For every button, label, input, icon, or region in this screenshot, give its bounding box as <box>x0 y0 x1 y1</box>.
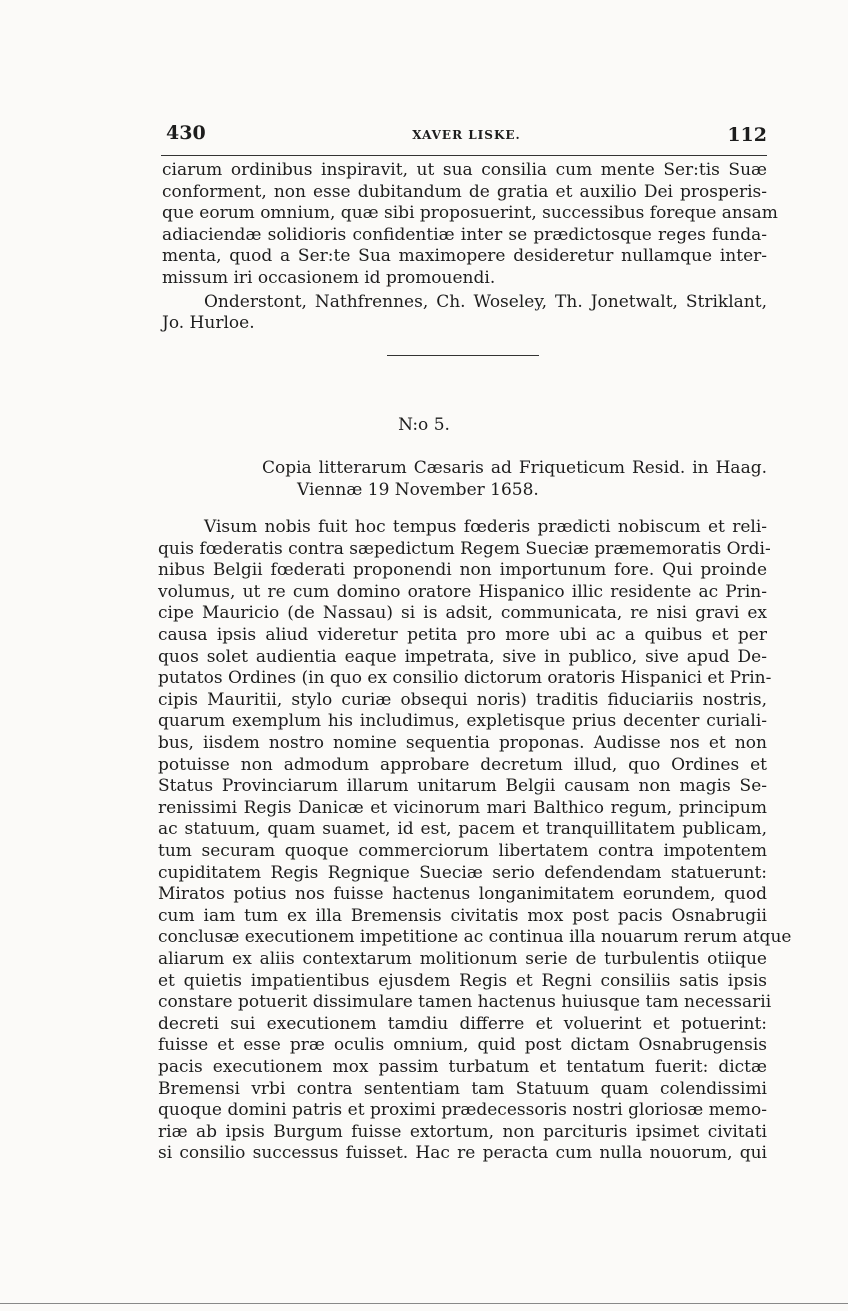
running-title: XAVER LISKE. <box>412 128 521 142</box>
section-separator <box>387 355 539 356</box>
text-line: potuisse non admodum approbare decretum illud, quo Ordines et <box>158 754 767 775</box>
text-line: si consilio successus fuisset. Hac re peracta cum nulla nouorum, qui <box>158 1143 767 1164</box>
text-line: pacis executionem mox passim turbatum et tentatum fuerit: dictæ <box>158 1057 767 1077</box>
text-line: putatos Ordines (in quo ex consilio dictorum oratoris Hispanici et Prin- <box>158 668 772 689</box>
text-line: Visum nobis fuit hoc tempus fœderis prædicti nobiscum et reli- <box>204 517 767 537</box>
text-line: Jo. Hurloe. <box>162 313 255 333</box>
text-line: quoque domini patris et proximi prædecessoris nostri gloriosæ memo- <box>158 1100 767 1121</box>
text-line: tum securam quoque commerciorum libertatem contra impotentem <box>158 841 767 861</box>
text-line: renissimi Regis Danicæ et vicinorum mari Balthico regum, principum <box>158 797 767 818</box>
page-number: 430 <box>166 122 206 144</box>
text-line: Miratos potius nos fuisse hactenus longanimitatem eorundem, quod <box>158 884 767 905</box>
text-line: quos solet audientia eaque impetrata, sive in publico, sive apud De- <box>158 646 767 667</box>
text-line: missum iri occasionem id promouendi. <box>162 268 496 288</box>
text-line: cum iam tum ex illa Bremensis civitatis mox post pacis Osnabrugii <box>158 905 767 926</box>
text-line: fuisse et esse præ oculis omnium, quid post dictam Osnabrugensis <box>158 1035 767 1056</box>
text-line: ac statuum, quam suamet, id est, pacem et tranquillitatem publicam, <box>158 819 767 840</box>
text-line: Status Provinciarum illarum unitarum Belgii causam non magis Se- <box>158 776 767 797</box>
folio-number: 112 <box>727 124 767 146</box>
document-number: N:o 5. <box>398 415 450 435</box>
page-edge-rule <box>0 1303 848 1304</box>
text-line: conclusæ executionem impetitione ac continua illa nouarum rerum atque <box>158 927 792 948</box>
text-line: cipe Mauricio (de Nassau) si is adsit, communicata, re nisi gravi ex <box>158 603 767 624</box>
text-line: constare potuerit dissimulare tamen hactenus huiusque tam necessarii <box>158 992 772 1013</box>
text-line: et quietis impatientibus ejusdem Regis et Regni consiliis satis ipsis <box>158 970 767 991</box>
text-line: Bremensi vrbi contra sententiam tam Statuum quam colendissimi <box>158 1078 767 1099</box>
text-line: adiaciendæ solidioris confidentiæ inter se prædictosque reges funda- <box>162 224 767 245</box>
text-line: riæ ab ipsis Burgum fuisse extortum, non parcituris ipsimet civitati <box>158 1121 767 1142</box>
text-line: Onderstont, Nathfrennes, Ch. Woseley, Th. Jonetwalt, Striklant, <box>204 292 767 312</box>
text-line: causa ipsis aliud videretur petita pro more ubi ac a quibus et per <box>158 625 767 645</box>
page-header <box>166 122 767 152</box>
text-line: Viennæ 19 November 1658. <box>297 480 539 500</box>
text-line: nibus Belgii fœderati proponendi non importunum fore. Qui proinde <box>158 560 767 581</box>
text-line: Copia litterarum Cæsaris ad Friqueticum Resid. in Haag. <box>262 458 767 478</box>
text-line: cupiditatem Regis Regnique Sueciæ serio defendendam statuerunt: <box>158 862 767 883</box>
text-line: volumus, ut re cum domino oratore Hispanico illic residente ac Prin- <box>158 581 767 602</box>
text-line: cipis Mauritii, stylo curiæ obsequi noris) traditis fiduciariis nostris, <box>158 689 767 710</box>
text-line: aliarum ex aliis contextarum molitionum serie de turbulentis otiique <box>158 949 767 969</box>
text-line: conforment, non esse dubitandum de gratia et auxilio Dei prosperis- <box>162 181 767 202</box>
text-line: decreti sui executionem tamdiu differre et voluerint et potuerint: <box>158 1013 767 1034</box>
header-rule <box>161 155 767 156</box>
text-line: menta, quod a Ser:te Sua maximopere desideretur nullamque inter- <box>162 246 767 267</box>
text-line: que eorum omnium, quæ sibi proposuerint, successibus foreque ansam <box>162 203 778 224</box>
text-line: quis fœderatis contra sæpedictum Regem Sueciæ præmemoratis Ordi- <box>158 538 771 559</box>
text-line: ciarum ordinibus inspiravit, ut sua consilia cum mente Ser:tis Suæ <box>162 160 767 180</box>
text-line: quarum exemplum his includimus, expletisque prius decenter curiali- <box>158 711 767 732</box>
text-line: bus, iisdem nostro nomine sequentia proponas. Audisse nos et non <box>158 733 767 753</box>
